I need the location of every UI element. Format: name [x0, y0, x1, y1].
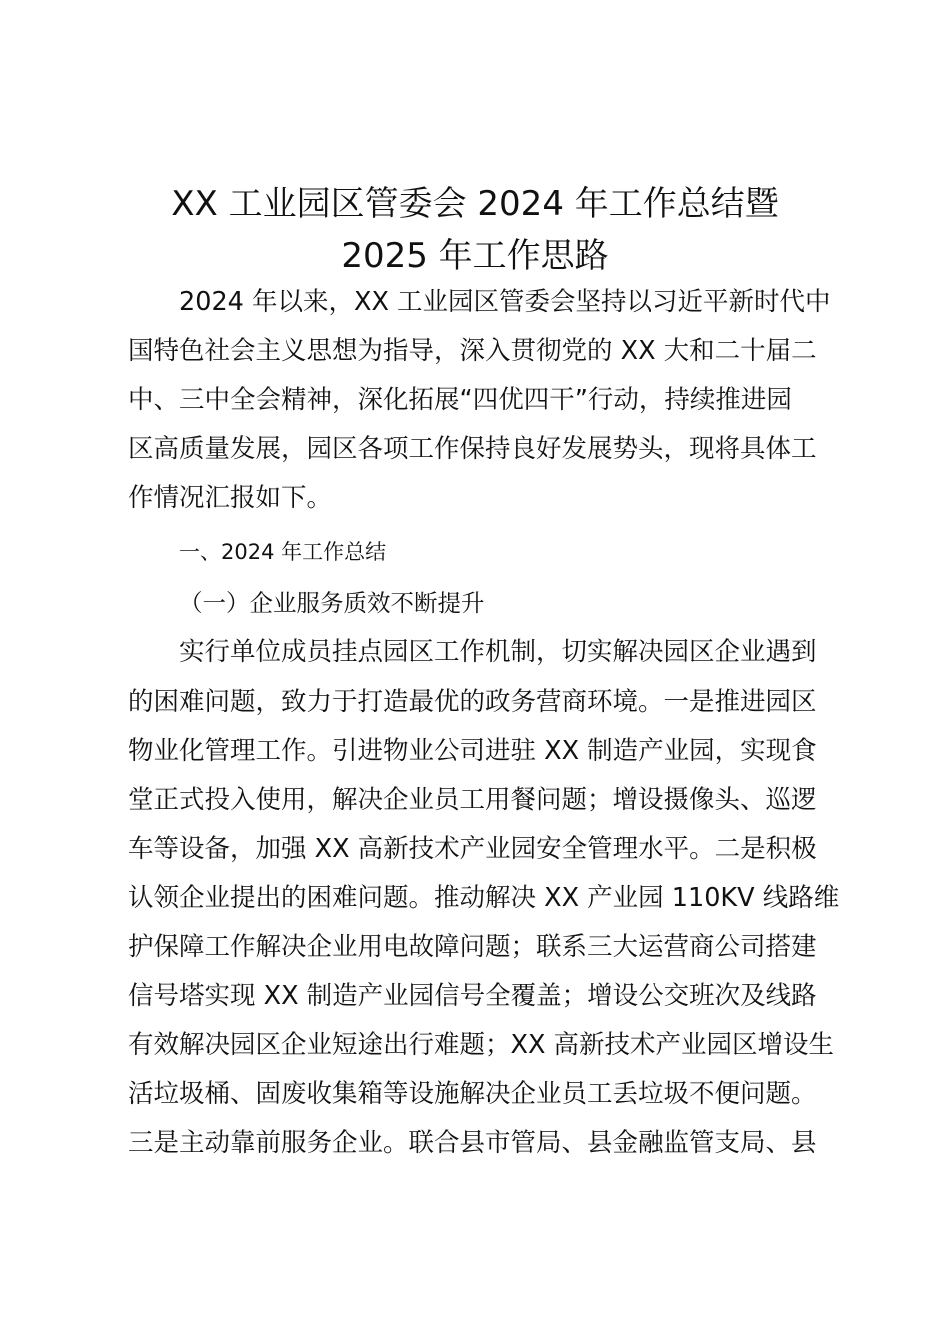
subsection-paragraph: [128, 628, 838, 1168]
text-line: 的困难问题，致力于打造最优的政务营商环境。一是推进园区: [128, 686, 817, 717]
text-line: 车等设备，加强 XX 高新技术产业园安全管理水平。二是积极: [128, 833, 817, 864]
title-line-1: XX 工业园区管委会 2024 年工作总结暨: [171, 184, 779, 224]
document-body: [128, 278, 838, 1169]
text-line: 认领企业提出的困难问题。推动解决 XX 产业园 110KV 线路维: [128, 882, 840, 913]
text-line: 堂正式投入使用，解决企业员工用餐问题；增设摄像头、巡逻: [128, 784, 817, 815]
title-line-2: 2025 年工作思路: [341, 236, 609, 276]
text-line: 有效解决园区企业短途出行难题；XX 高新技术产业园区增设生: [128, 1030, 835, 1061]
document-title: [130, 178, 820, 282]
text-line: 中、三中全会精神，深化拓展“四优四干”行动，持续推进园: [128, 385, 792, 416]
subsection-heading: （一）企业服务质效不断提升: [179, 589, 485, 618]
text-line: 作情况汇报如下。: [128, 483, 333, 514]
text-line: 实行单位成员挂点园区工作机制，切实解决园区企业遇到: [179, 637, 817, 668]
section-heading: 一、2024 年工作总结: [179, 540, 387, 565]
text-line: 护保障工作解决企业用电故障问题；联系三大运营商公司搭建: [128, 932, 817, 963]
text-line: 2024 年以来，XX 工业园区管委会坚持以习近平新时代中: [179, 287, 831, 317]
text-line: 物业化管理工作。引进物业公司进驻 XX 制造产业园，实现食: [128, 735, 817, 766]
text-line: 信号塔实现 XX 制造产业园信号全覆盖；增设公交班次及线路: [128, 981, 817, 1012]
text-line: 国特色社会主义思想为指导，深入贯彻党的 XX 大和二十届二: [128, 336, 817, 367]
intro-paragraph: [128, 278, 838, 523]
text-line: 活垃圾桶、固废收集箱等设施解决企业员工丢垃圾不便问题。: [128, 1079, 817, 1110]
text-line: 区高质量发展，园区各项工作保持良好发展势头，现将具体工: [128, 434, 817, 465]
text-line: 三是主动靠前服务企业。联合县市管局、县金融监管支局、县: [128, 1128, 817, 1159]
